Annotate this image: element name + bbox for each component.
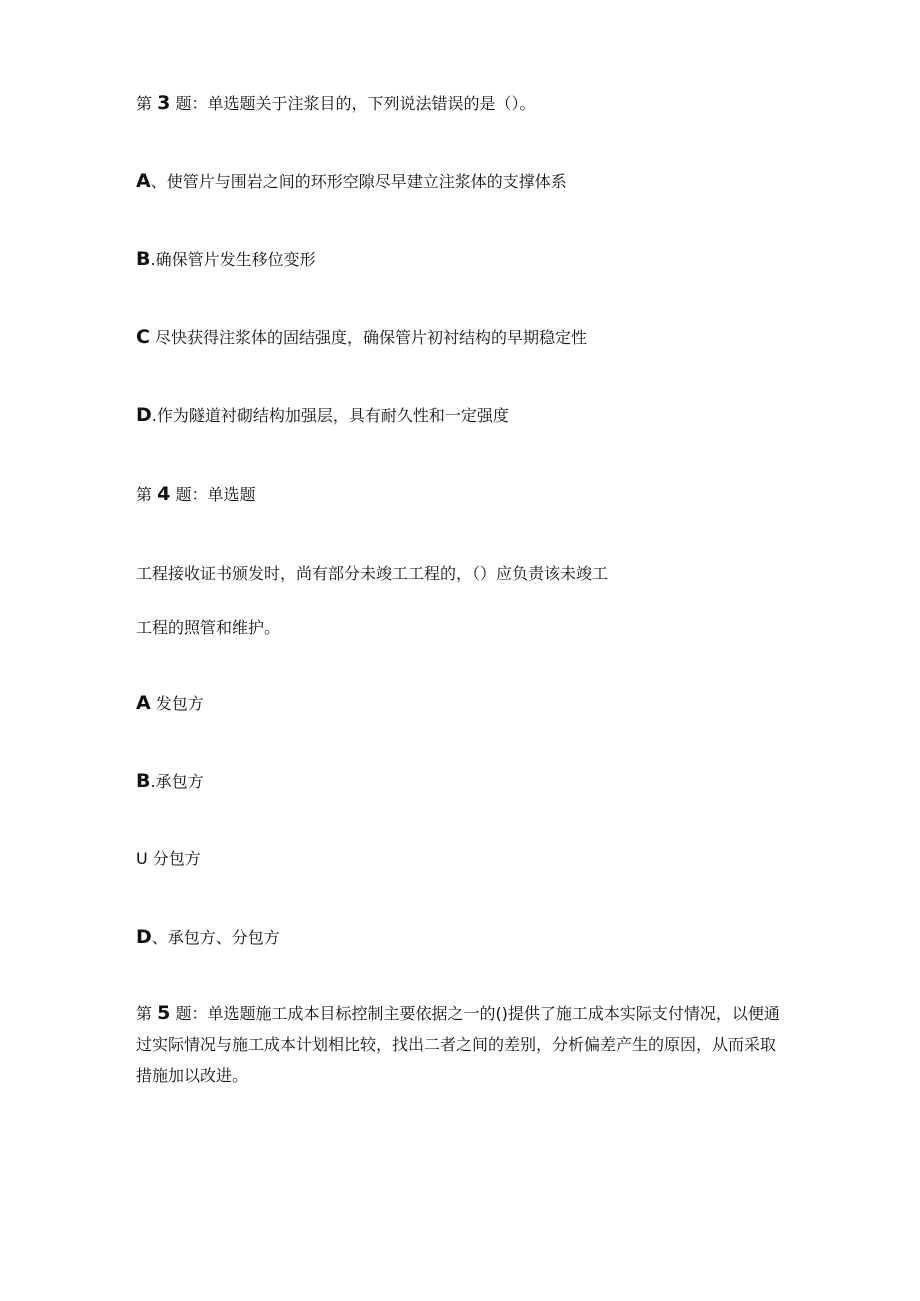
q3-option-b (136, 246, 316, 273)
question-number: 5 (157, 1002, 171, 1024)
q4-option-d (136, 924, 280, 951)
q4-stem-line-2: 工程的照管和维护。 (136, 618, 281, 637)
question-number: 4 (157, 483, 171, 505)
option-letter: B (136, 248, 151, 270)
question-3-header (136, 90, 535, 117)
q4-option-b (136, 768, 204, 795)
question-text: 题：单选题施工成本目标控制主要依据之一的()提供了施工成本实际支付情况，以便通过实际情况与施工成本计划相比较，找出二者之间的差别，分析偏差产生的原因，从而采取措施加以改进。 (136, 1004, 780, 1085)
option-letter: A (136, 692, 151, 714)
q4-stem-line-1: 工程接收证书颁发时，尚有部分未竣工工程的，（）应负责该未竣工 (136, 564, 609, 583)
option-text: 尽快获得注浆体的固结强度，确保管片初衬结构的早期稳定性 (149, 328, 588, 347)
q4-option-a (136, 690, 204, 717)
q3-option-a (136, 168, 567, 195)
question-4-header (136, 481, 255, 508)
option-text: 、承包方、分包方 (151, 928, 280, 947)
option-letter: D (136, 926, 152, 948)
option-letter: C (136, 326, 150, 348)
question-text: 题：单选题 (175, 485, 256, 504)
option-text: .作为隧道衬砌结构加强层，具有耐久性和一定强度 (151, 406, 509, 425)
q4-option-c (136, 846, 201, 872)
option-text: 发包方 (150, 694, 204, 713)
option-text: U 分包方 (136, 849, 201, 868)
question-number: 3 (157, 92, 171, 114)
question-5 (136, 998, 786, 1091)
option-letter: D (136, 404, 152, 426)
option-text: .承包方 (150, 772, 204, 791)
option-text: .确保管片发生移位变形 (150, 250, 316, 269)
question-text: 题：单选题关于注浆目的，下列说法错误的是（）。 (175, 94, 536, 113)
option-text: 、使管片与围岩之间的环形空隙尽早建立注浆体的支撑体系 (150, 172, 567, 191)
q3-option-c (136, 324, 587, 351)
question-prefix: 第 (136, 485, 153, 504)
option-letter: A (136, 170, 151, 192)
question-prefix: 第 (136, 1004, 153, 1023)
question-prefix: 第 (136, 94, 153, 113)
q3-option-d (136, 402, 509, 429)
option-letter: B (136, 770, 151, 792)
